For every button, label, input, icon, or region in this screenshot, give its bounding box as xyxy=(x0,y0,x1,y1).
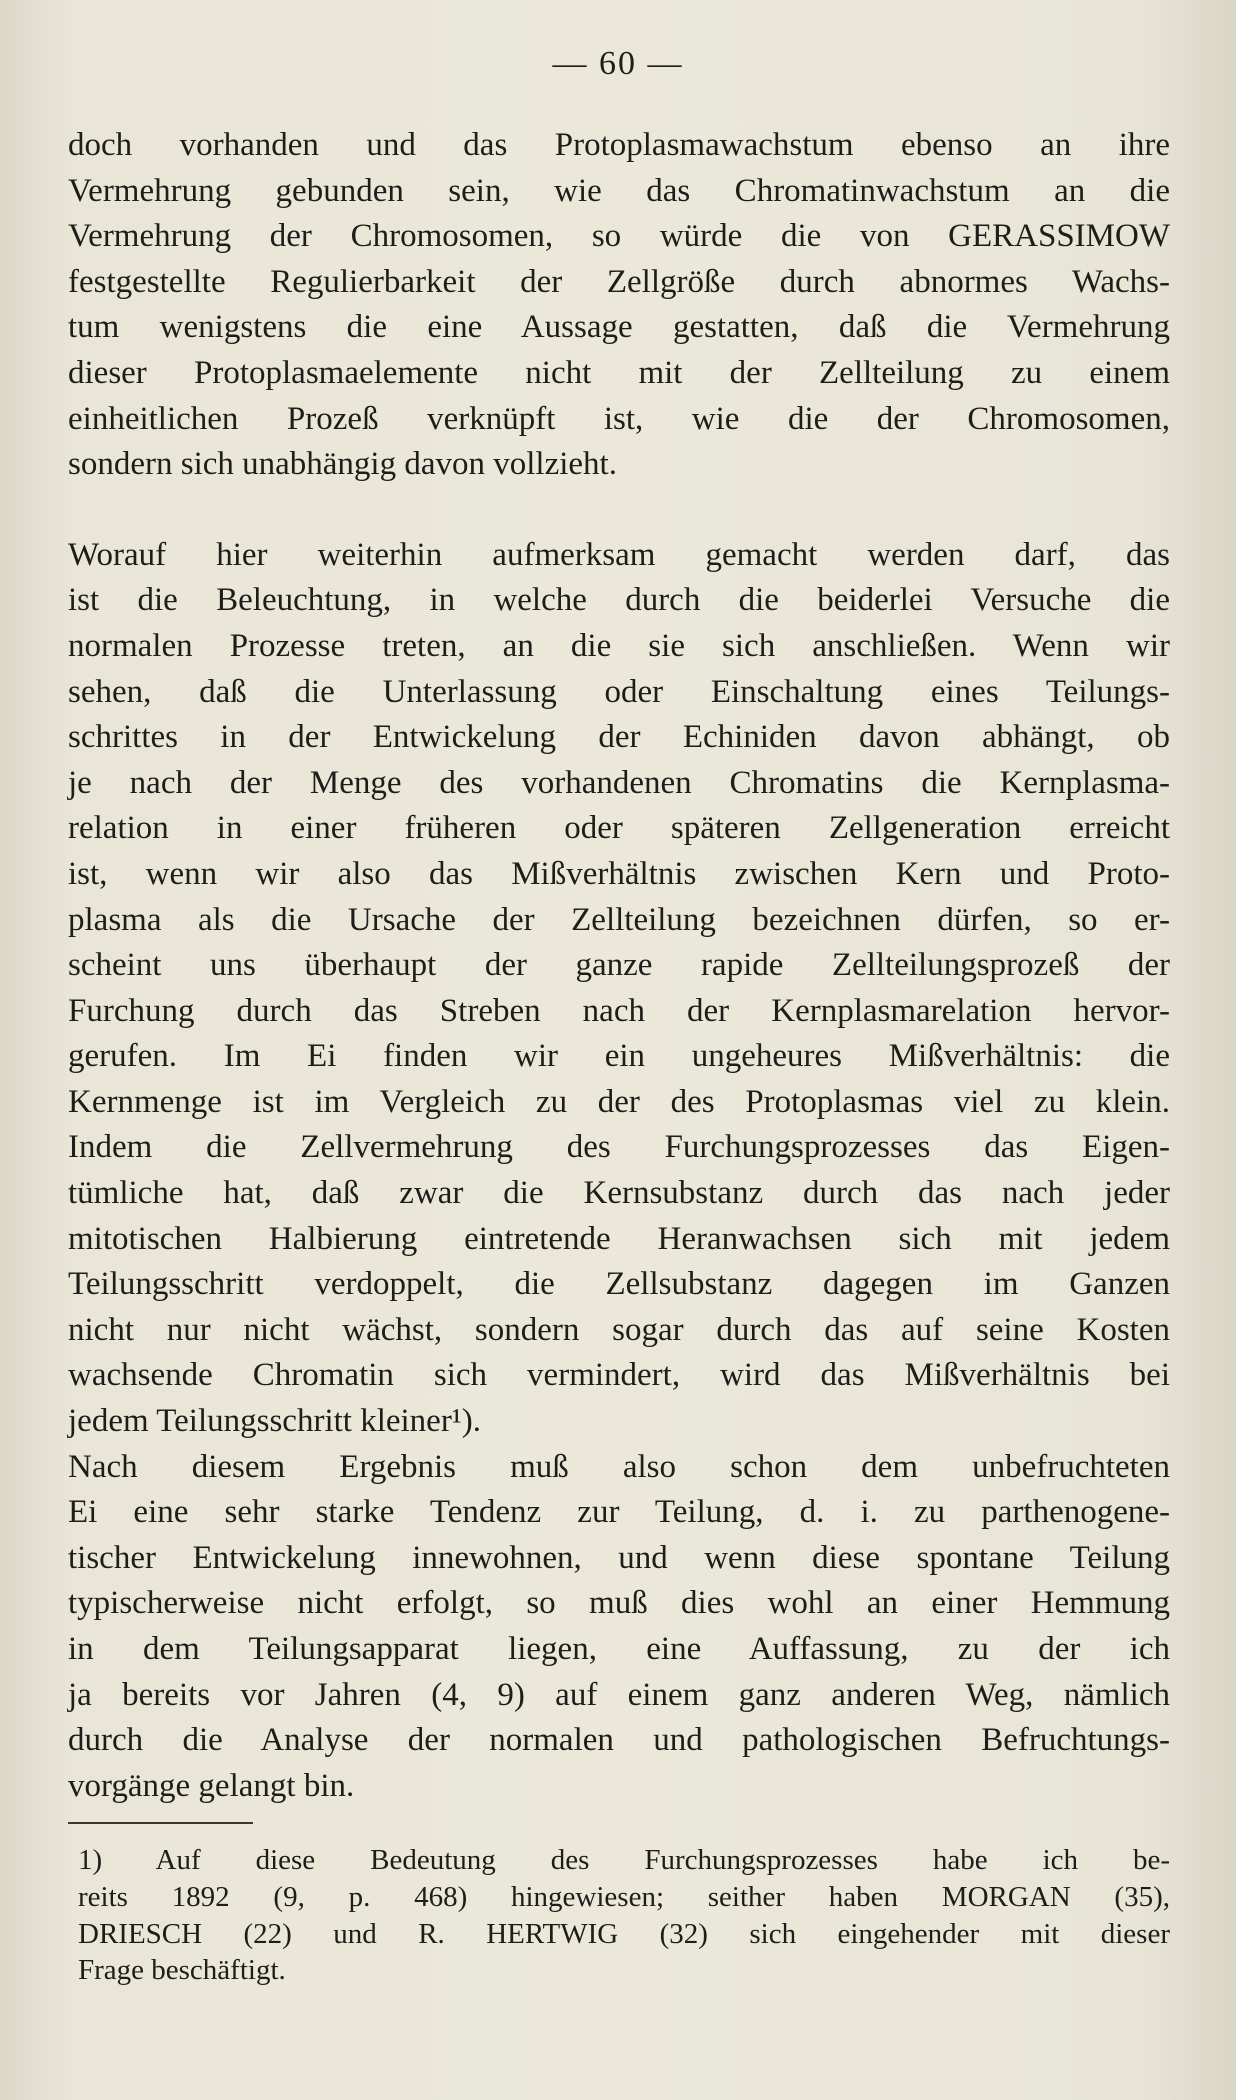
text-line: Teilungsschritt verdoppelt, die Zellsubstanz dagegen im Ganzen xyxy=(68,1266,1170,1303)
text-line: Kernmenge ist im Vergleich zu der des Protoplasmas viel zu klein. xyxy=(68,1083,1170,1120)
paragraph-1 xyxy=(68,123,1170,488)
text-line: in dem Teilungsapparat liegen, eine Auffassung, zu der ich xyxy=(68,1631,1170,1667)
footnote-line: 1) Auf diese Bedeutung des Furchungsprozesses habe ich be- xyxy=(78,1844,1170,1876)
page-number: — 60 — xyxy=(552,45,684,82)
text-line: normalen Prozesse treten, an die sie sich anschließen. Wenn wir xyxy=(68,627,1170,664)
text-line: doch vorhanden und das Protoplasmawachstum ebenso an ihre xyxy=(68,127,1170,163)
text-line: festgestellte Regulierbarkeit der Zellgröße durch abnormes Wachs- xyxy=(68,263,1170,300)
text-line: sondern sich unabhängig davon vollzieht. xyxy=(68,446,617,483)
text-line: Furchung durch das Streben nach der Kernplasmarelation hervor- xyxy=(68,992,1170,1029)
text-line: einheitlichen Prozeß verknüpft ist, wie die der Chromosomen, xyxy=(68,400,1170,437)
text-line: Vermehrung gebunden sein, wie das Chromatinwachstum an die xyxy=(68,172,1170,209)
paragraph-3 xyxy=(68,1445,1170,1810)
text-line: Vermehrung der Chromosomen, so würde die von GERASSIMOW xyxy=(68,218,1170,255)
footnote-line: DRIESCH (22) und R. HERTWIG (32) sich eingehender mit dieser xyxy=(78,1917,1170,1950)
text-line: tum wenigstens die eine Aussage gestatten, daß die Vermehrung xyxy=(68,309,1170,346)
text-line: dieser Protoplasmaelemente nicht mit der Zellteilung zu einem xyxy=(68,354,1170,391)
text-line: Worauf hier weiterhin aufmerksam gemacht werden darf, das xyxy=(68,536,1170,573)
footnote xyxy=(78,1842,1170,1989)
text-line: nicht nur nicht wächst, sondern sogar durch das auf seine Kosten xyxy=(68,1311,1170,1348)
paragraph-2 xyxy=(68,533,1170,1445)
text-line: sehen, daß die Unterlassung oder Einschaltung eines Teilungs- xyxy=(68,673,1170,710)
text-line: tischer Entwickelung innewohnen, und wenn diese spontane Teilung xyxy=(68,1539,1170,1576)
body-text xyxy=(68,123,1170,1809)
text-line: je nach der Menge des vorhandenen Chromatins die Kernplasma- xyxy=(68,764,1170,801)
text-line: schrittes in der Entwickelung der Echiniden davon abhängt, ob xyxy=(68,719,1170,756)
footnote-divider xyxy=(68,1822,253,1824)
text-line: ja bereits vor Jahren (4, 9) auf einem ganz anderen Weg, nämlich xyxy=(68,1676,1170,1713)
text-line: durch die Analyse der normalen und pathologischen Befruchtungs- xyxy=(68,1722,1170,1759)
text-line: wachsende Chromatin sich vermindert, wird das Mißverhältnis bei xyxy=(68,1357,1170,1394)
text-line: ist die Beleuchtung, in welche durch die beiderlei Versuche die xyxy=(68,582,1170,619)
text-line: typischerweise nicht erfolgt, so muß dies wohl an einer Hemmung xyxy=(68,1585,1170,1622)
text-line: relation in einer früheren oder späteren Zellgeneration erreicht xyxy=(68,810,1170,847)
text-line: jedem Teilungsschritt kleiner¹). xyxy=(68,1403,481,1440)
text-line: tümliche hat, daß zwar die Kernsubstanz durch das nach jeder xyxy=(68,1175,1170,1212)
text-line: plasma als die Ursache der Zellteilung bezeichnen dürfen, so er- xyxy=(68,901,1170,938)
text-line: ist, wenn wir also das Mißverhältnis zwischen Kern und Proto- xyxy=(68,855,1170,892)
text-line: Nach diesem Ergebnis muß also schon dem unbefruchteten xyxy=(68,1448,1170,1485)
text-line: Indem die Zellvermehrung des Furchungsprozesses das Eigen- xyxy=(68,1129,1170,1166)
text-line: gerufen. Im Ei finden wir ein ungeheures Mißverhältnis: die xyxy=(68,1038,1170,1075)
text-line: vorgänge gelangt bin. xyxy=(68,1767,355,1804)
text-line: scheint uns überhaupt der ganze rapide Zellteilungsprozeß der xyxy=(68,947,1170,984)
text-line: Ei eine sehr starke Tendenz zur Teilung, d. i. zu parthenogene- xyxy=(68,1494,1170,1531)
footnote-line: reits 1892 (9, p. 468) hingewiesen; seither haben MORGAN (35), xyxy=(78,1880,1170,1913)
text-line: mitotischen Halbierung eintretende Heranwachsen sich mit jedem xyxy=(68,1220,1170,1257)
footnote-line: Frage beschäftigt. xyxy=(78,1954,286,1987)
